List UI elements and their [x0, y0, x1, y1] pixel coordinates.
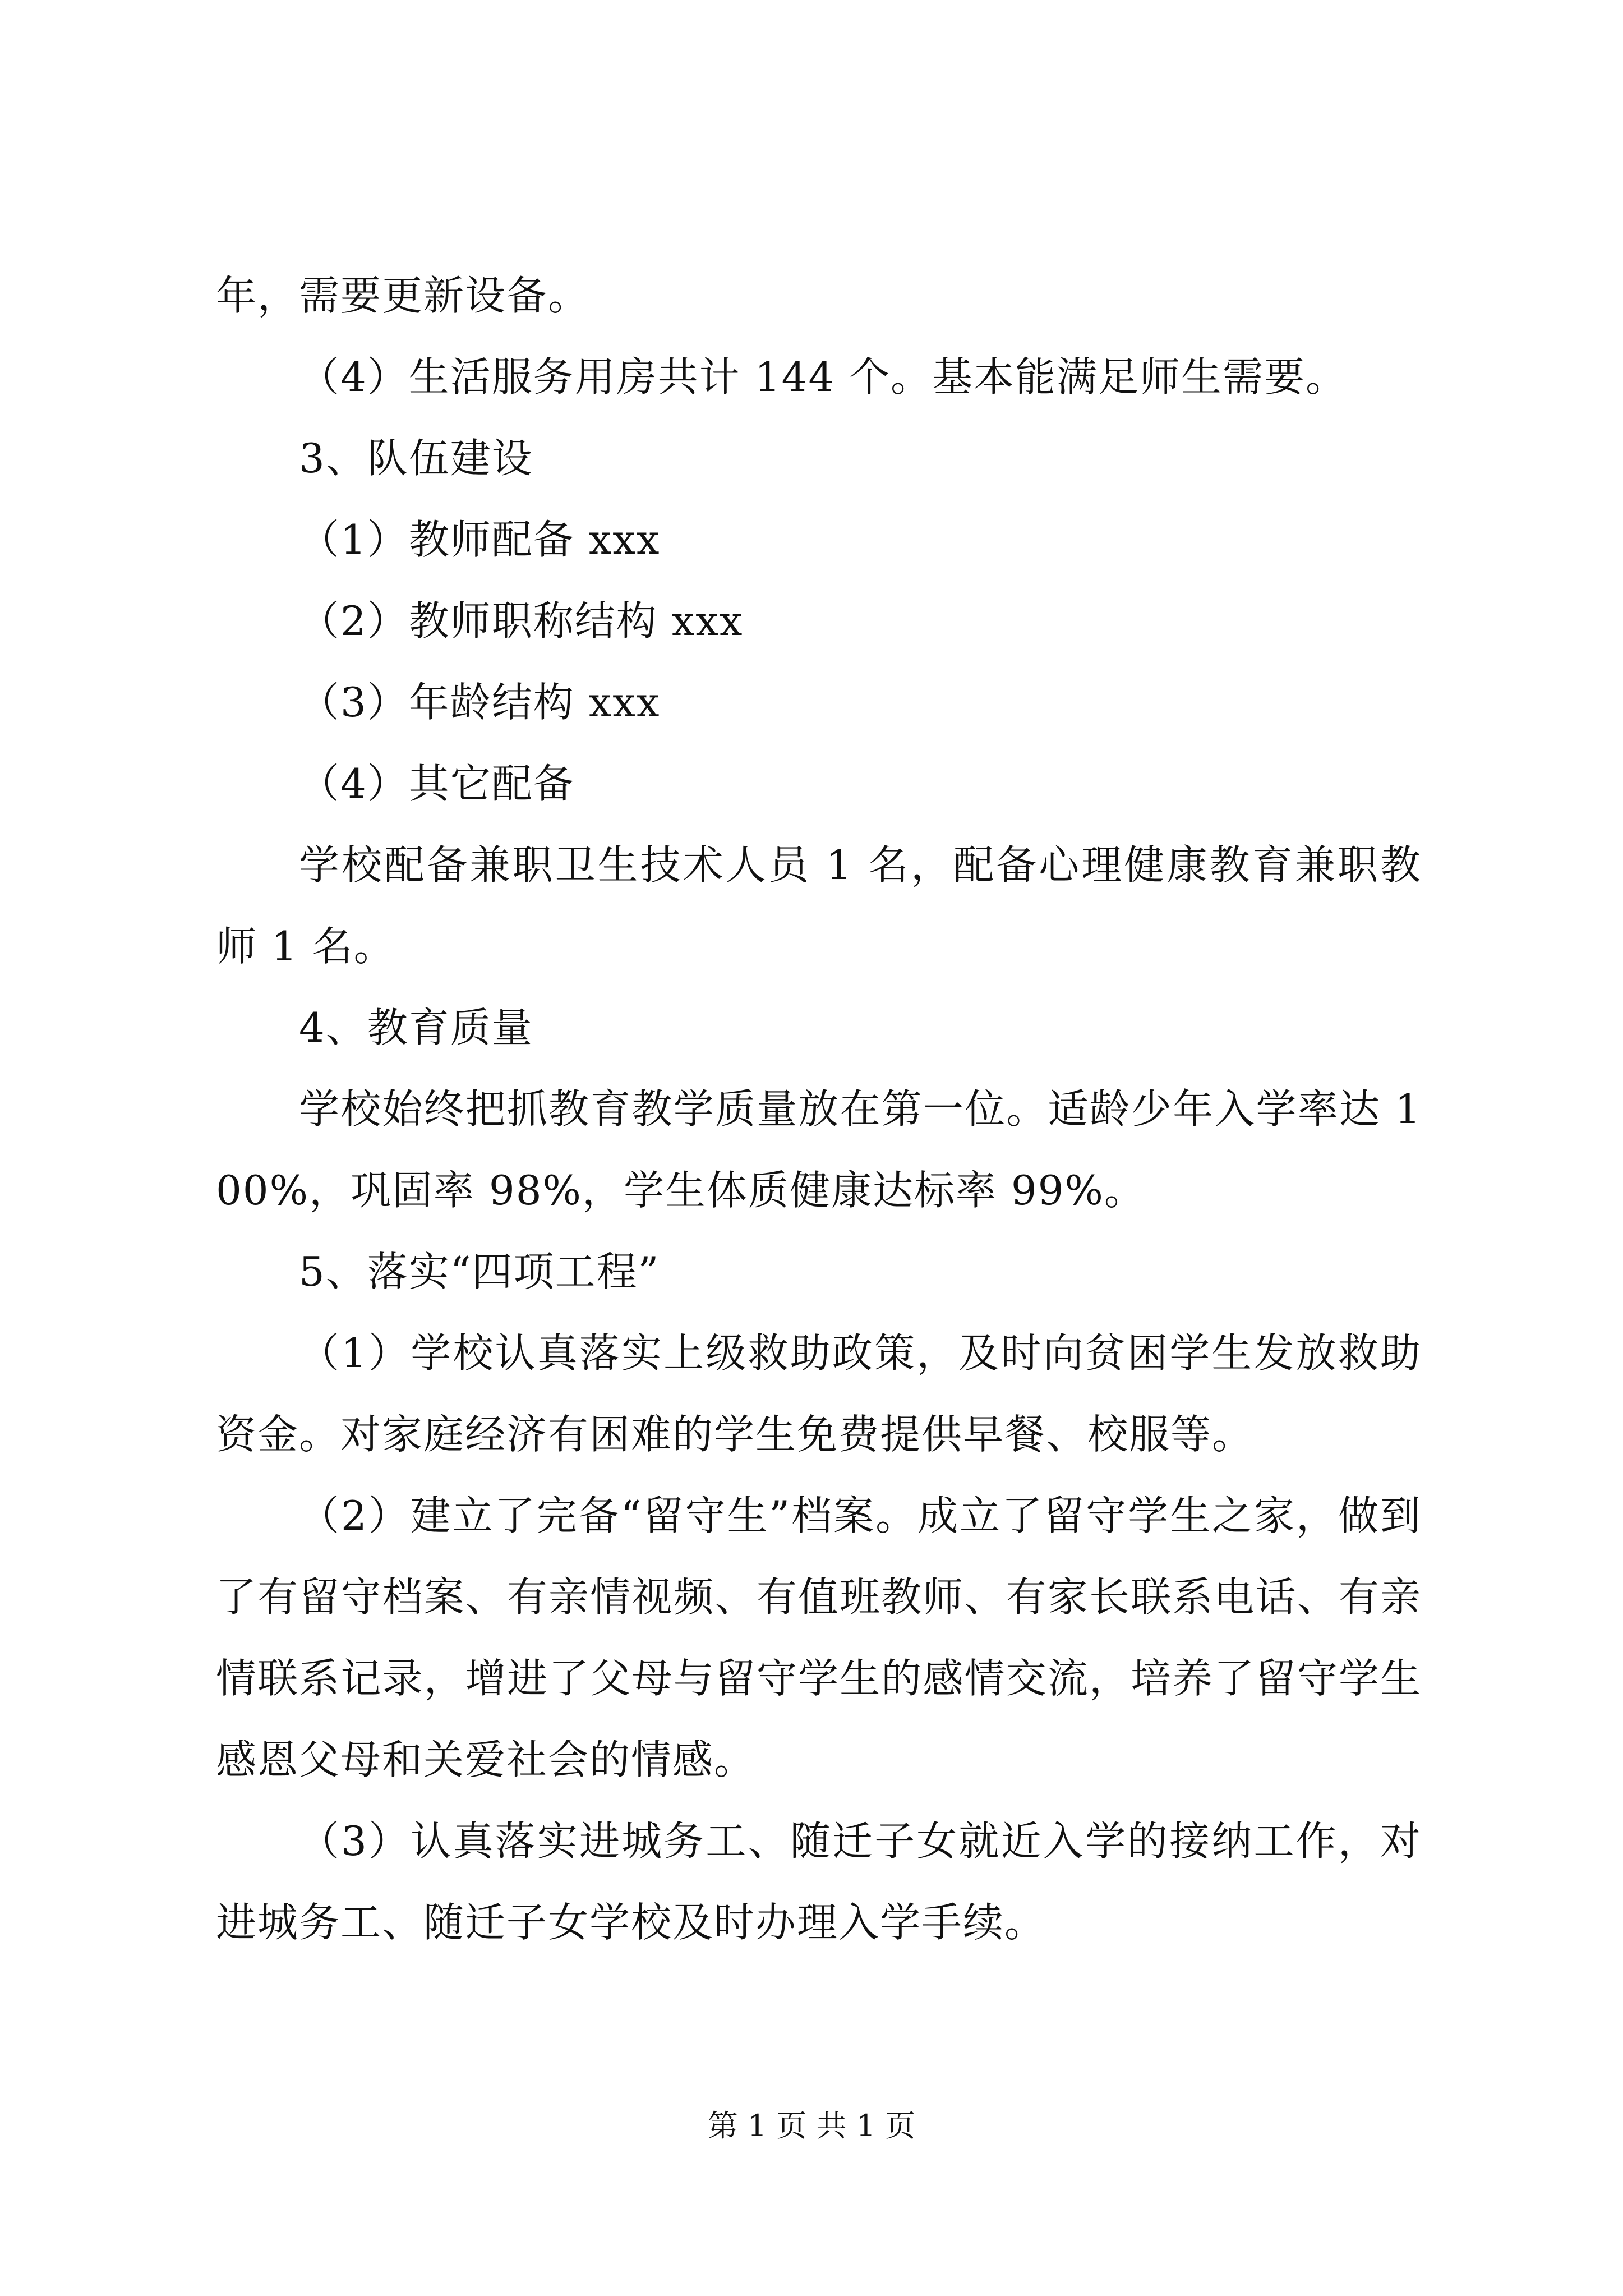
section-heading: 3、队伍建设	[299, 435, 533, 482]
paragraph: （3）年龄结构 xxx	[299, 679, 661, 726]
paragraph: （1）教师配备 xxx	[299, 516, 661, 563]
paragraph: （4）其它配备	[299, 760, 575, 807]
section-heading: 5、落实“四项工程”	[299, 1248, 660, 1295]
paragraph: 学校始终把抓教育教学质量放在第一位。适龄少年入学率达 100%，巩固率 98%，学生体质健康达标率 99%。	[216, 1085, 1422, 1214]
section-heading: 4、教育质量	[299, 1004, 533, 1051]
paragraph: （2）教师职称结构 xxx	[299, 597, 744, 645]
paragraph: （4）生活服务用房共计 144 个。基本能满足师生需要。	[299, 353, 1348, 401]
paragraph: （1）学校认真落实上级救助政策，及时向贫困学生发放救助资金。对家庭经济有困难的学生免费提供早餐、校服等。	[216, 1329, 1422, 1458]
paragraph: （3）认真落实进城务工、随迁子女就近入学的接纳工作，对进城务工、随迁子女学校及时办理入学手续。	[216, 1818, 1422, 1946]
paragraph: （2）建立了完备“留守生”档案。成立了留守学生之家，做到了有留守档案、有亲情视频、有值班教师、有家长联系电话、有亲情联系记录，增进了父母与留守学生的感情交流，培养了留守学生感恩父母和关爱社会的情感。	[216, 1492, 1422, 1783]
page-number-footer: 第 1 页 共 1 页	[707, 2108, 916, 2143]
paragraph: 年，需要更新设备。	[216, 272, 590, 319]
document-body	[216, 255, 1422, 1963]
paragraph: 学校配备兼职卫生技术人员 1 名，配备心理健康教育兼职教师 1 名。	[216, 841, 1422, 970]
